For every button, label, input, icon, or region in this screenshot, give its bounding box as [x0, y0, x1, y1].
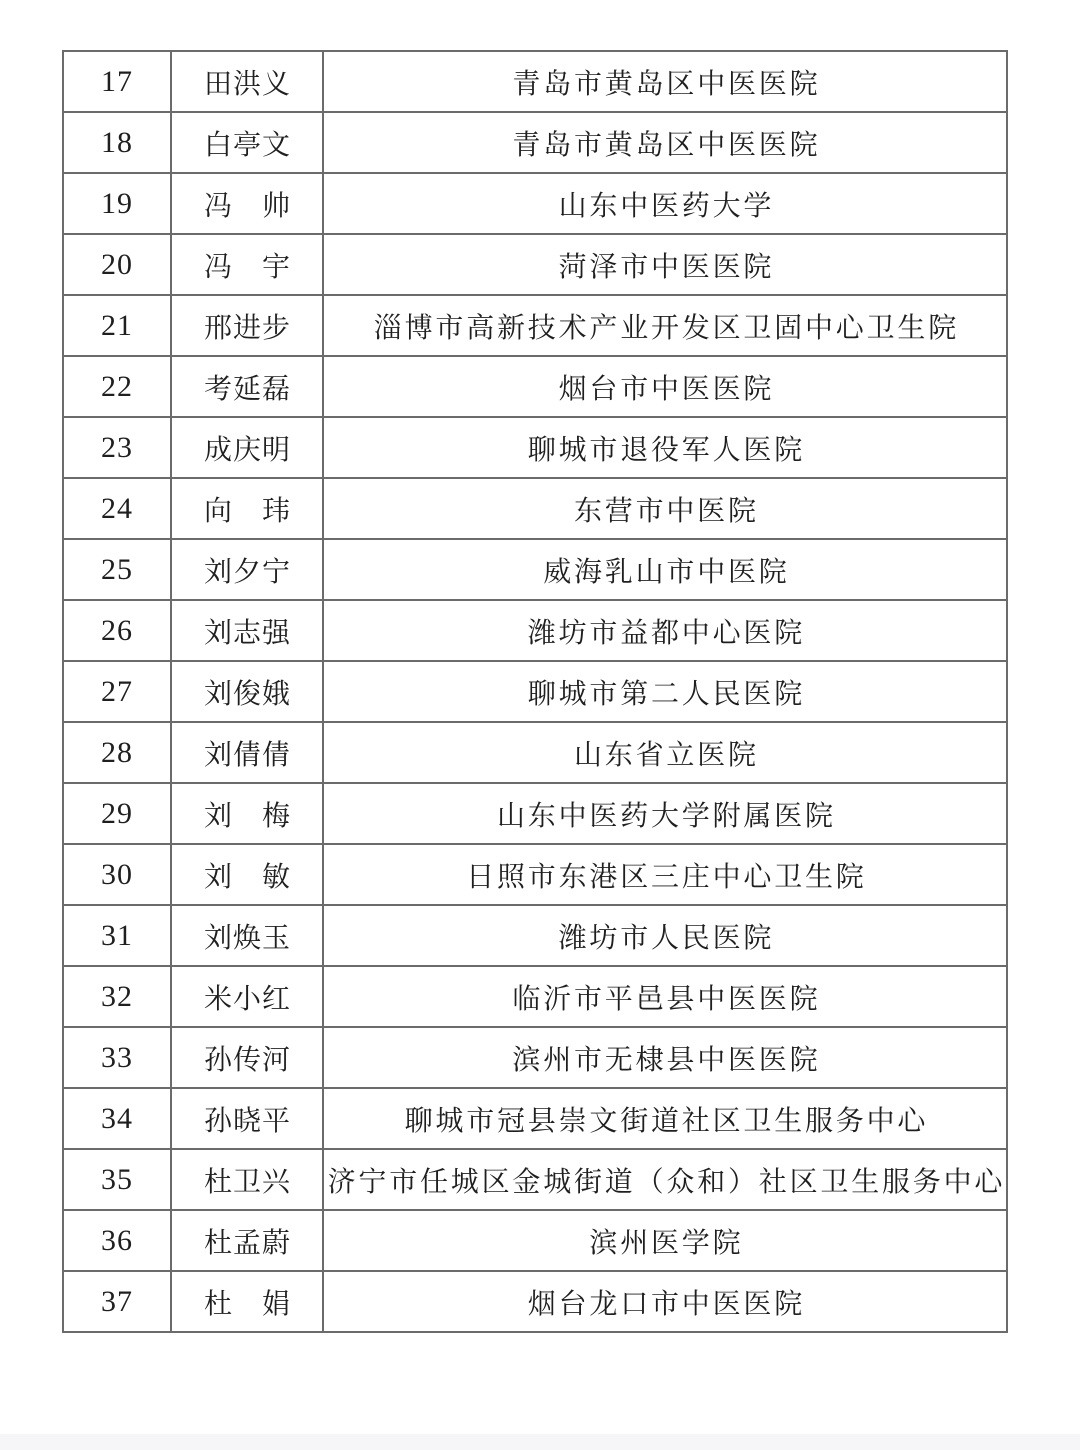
name-cell [171, 600, 323, 661]
table-row [63, 722, 1007, 783]
name-cell [171, 478, 323, 539]
table-row [63, 600, 1007, 661]
name-cell [171, 905, 323, 966]
table-row [63, 844, 1007, 905]
name-cell [171, 295, 323, 356]
row-number-cell: 34 [63, 1088, 171, 1149]
row-number-cell: 28 [63, 722, 171, 783]
name-cell [171, 783, 323, 844]
person-name: 刘倩倩 [204, 739, 290, 771]
organization-cell: 菏泽市中医医院 [323, 234, 1007, 295]
organization-cell: 聊城市第二人民医院 [323, 661, 1007, 722]
table-row [63, 173, 1007, 234]
name-cell [171, 539, 323, 600]
row-number-cell: 18 [63, 112, 171, 173]
organization-cell: 滨州市无棣县中医医院 [323, 1027, 1007, 1088]
row-number-cell: 31 [63, 905, 171, 966]
organization-cell: 聊城市退役军人医院 [323, 417, 1007, 478]
person-name: 刘俊娥 [204, 678, 290, 710]
row-number-cell: 35 [63, 1149, 171, 1210]
organization-cell: 青岛市黄岛区中医医院 [323, 112, 1007, 173]
table-row [63, 295, 1007, 356]
name-cell [171, 51, 323, 112]
row-number-cell: 17 [63, 51, 171, 112]
person-name: 成庆明 [204, 434, 290, 466]
name-cell [171, 1149, 323, 1210]
person-name: 邢进步 [204, 312, 290, 344]
organization-cell: 日照市东港区三庄中心卫生院 [323, 844, 1007, 905]
row-number-cell: 37 [63, 1271, 171, 1332]
table-row [63, 417, 1007, 478]
name-cell [171, 1088, 323, 1149]
row-number-cell: 24 [63, 478, 171, 539]
person-name: 冯帅 [204, 190, 290, 222]
table-row [63, 1088, 1007, 1149]
person-name: 刘志强 [204, 617, 290, 649]
table-row [63, 783, 1007, 844]
name-cell [171, 234, 323, 295]
name-cell [171, 173, 323, 234]
row-number-cell: 33 [63, 1027, 171, 1088]
organization-cell: 烟台龙口市中医医院 [323, 1271, 1007, 1332]
organization-cell: 山东省立医院 [323, 722, 1007, 783]
person-name: 刘夕宁 [204, 556, 290, 588]
organization-cell: 淄博市高新技术产业开发区卫固中心卫生院 [323, 295, 1007, 356]
name-cell [171, 966, 323, 1027]
name-cell [171, 1027, 323, 1088]
name-cell [171, 1210, 323, 1271]
person-name: 考延磊 [204, 373, 290, 405]
organization-cell: 聊城市冠县崇文街道社区卫生服务中心 [323, 1088, 1007, 1149]
organization-cell: 东营市中医院 [323, 478, 1007, 539]
person-name: 刘敏 [204, 861, 290, 893]
table-row [63, 539, 1007, 600]
bottom-strip [0, 1434, 1080, 1450]
person-name: 杜娟 [204, 1288, 290, 1320]
table-row [63, 661, 1007, 722]
person-name: 向玮 [204, 495, 290, 527]
person-name: 田洪义 [204, 68, 290, 100]
roster-table [62, 50, 1008, 1333]
person-name: 杜孟蔚 [204, 1227, 290, 1259]
table-row [63, 51, 1007, 112]
row-number-cell: 19 [63, 173, 171, 234]
row-number-cell: 30 [63, 844, 171, 905]
roster-body [63, 51, 1007, 1332]
name-cell [171, 661, 323, 722]
table-row [63, 966, 1007, 1027]
table-row [63, 112, 1007, 173]
row-number-cell: 27 [63, 661, 171, 722]
organization-cell: 潍坊市人民医院 [323, 905, 1007, 966]
table-row [63, 1210, 1007, 1271]
table-row [63, 1027, 1007, 1088]
person-name: 冯宇 [204, 251, 290, 283]
name-cell [171, 722, 323, 783]
organization-cell: 潍坊市益都中心医院 [323, 600, 1007, 661]
person-name: 孙传河 [204, 1044, 290, 1076]
person-name: 刘梅 [204, 800, 290, 832]
person-name: 刘焕玉 [204, 922, 290, 954]
row-number-cell: 20 [63, 234, 171, 295]
table-row [63, 478, 1007, 539]
organization-cell: 山东中医药大学附属医院 [323, 783, 1007, 844]
organization-cell: 威海乳山市中医院 [323, 539, 1007, 600]
row-number-cell: 29 [63, 783, 171, 844]
table-row [63, 356, 1007, 417]
name-cell [171, 112, 323, 173]
row-number-cell: 32 [63, 966, 171, 1027]
organization-cell: 济宁市任城区金城街道（众和）社区卫生服务中心 [323, 1149, 1007, 1210]
table-row [63, 1271, 1007, 1332]
person-name: 杜卫兴 [204, 1166, 290, 1198]
name-cell [171, 844, 323, 905]
table-row [63, 1149, 1007, 1210]
row-number-cell: 23 [63, 417, 171, 478]
organization-cell: 青岛市黄岛区中医医院 [323, 51, 1007, 112]
table-row [63, 234, 1007, 295]
row-number-cell: 26 [63, 600, 171, 661]
row-number-cell: 36 [63, 1210, 171, 1271]
name-cell [171, 417, 323, 478]
organization-cell: 山东中医药大学 [323, 173, 1007, 234]
name-cell [171, 1271, 323, 1332]
organization-cell: 滨州医学院 [323, 1210, 1007, 1271]
row-number-cell: 22 [63, 356, 171, 417]
person-name: 孙晓平 [204, 1105, 290, 1137]
organization-cell: 烟台市中医医院 [323, 356, 1007, 417]
person-name: 白亭文 [204, 129, 290, 161]
row-number-cell: 25 [63, 539, 171, 600]
name-cell [171, 356, 323, 417]
person-name: 米小红 [204, 983, 290, 1015]
organization-cell: 临沂市平邑县中医医院 [323, 966, 1007, 1027]
table-row [63, 905, 1007, 966]
row-number-cell: 21 [63, 295, 171, 356]
